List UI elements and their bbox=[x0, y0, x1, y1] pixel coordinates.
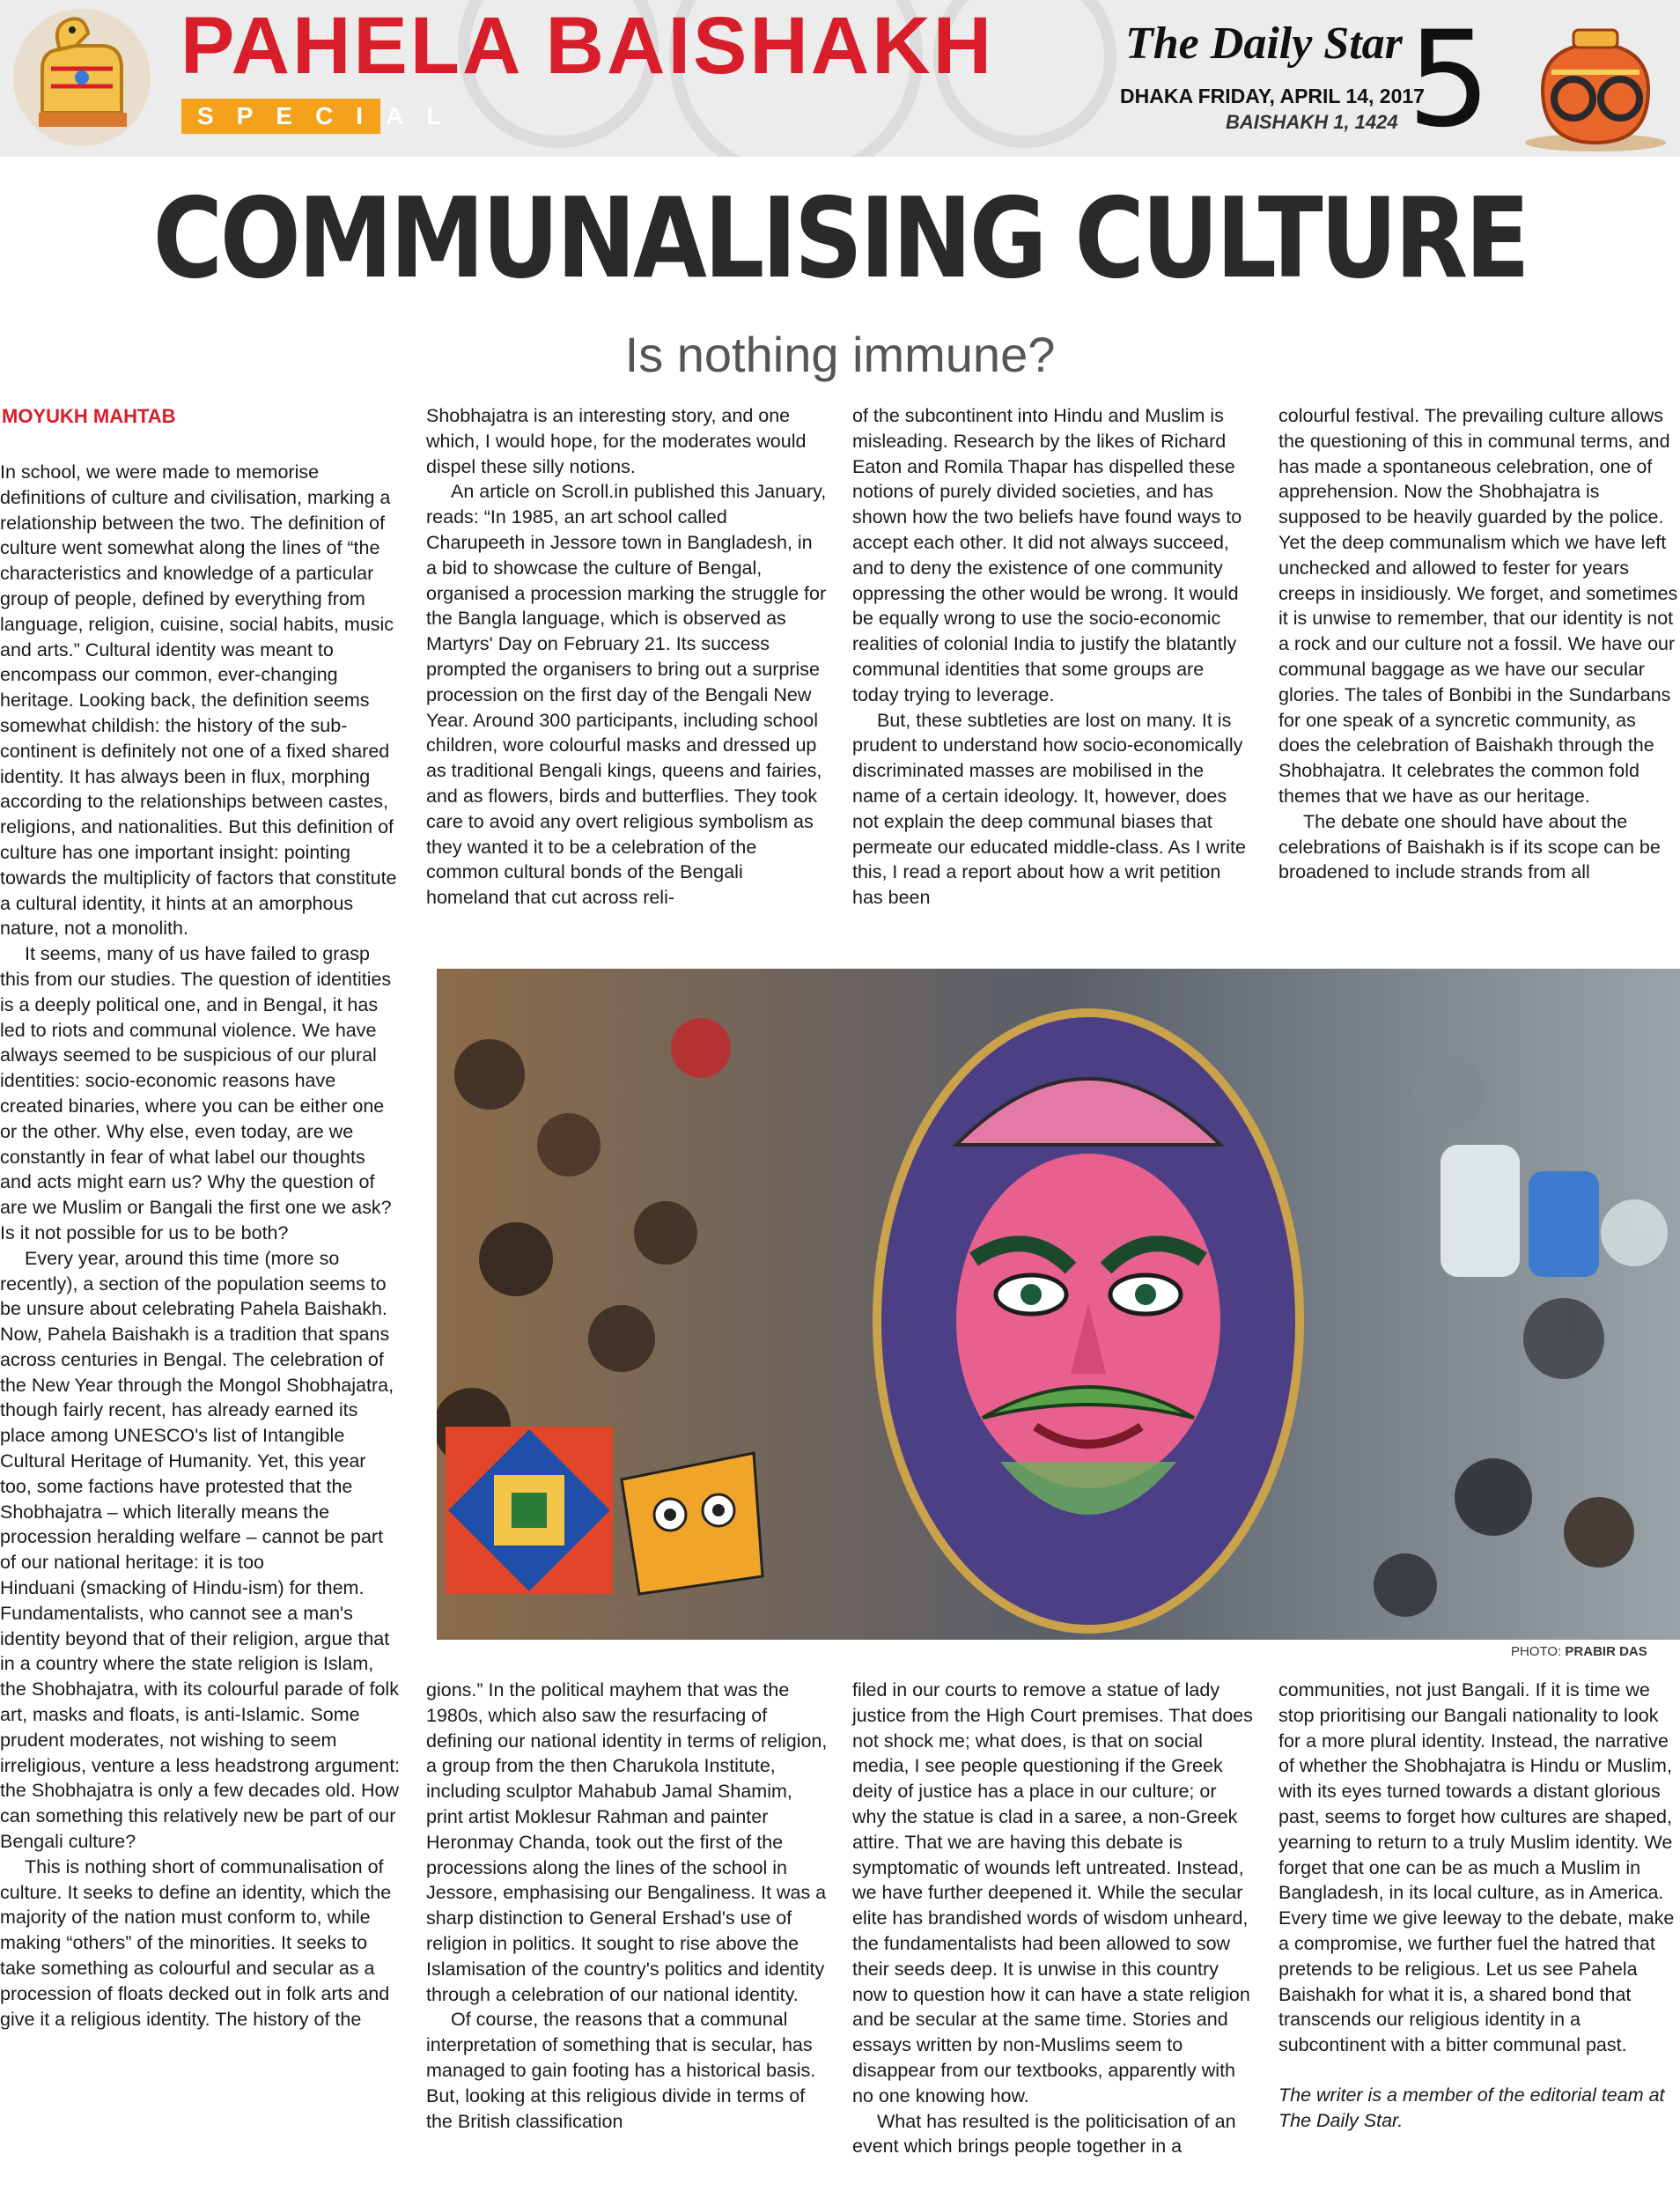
column-3-top bbox=[852, 403, 1254, 911]
masthead bbox=[0, 0, 1680, 157]
paragraph: Every year, around this time (more so recently), a section of the population seems to be unsure about celebrating Pahela Baishakh. Now, Pahela Baishakh is a tradition that spans across centuries in Bengal. The celebration of the New Year through the Mongol Shobhajatra, though fairly recent, has already earned its place among UNESCO's list of Intangible Cultural Heritage of Humanity. Yet, this year too, some factions have protested that the Shobhajatra – which literally means the procession heralding welfare – cannot be part of our national heritage: it is too bbox=[0, 1247, 394, 1574]
bengali-date: BAISHAKH 1, 1424 bbox=[1226, 111, 1398, 133]
paragraph: Hinduani (smacking of Hindu-ism) for them. Fundamentalists, who cannot see a man's identity beyond that of their religion, argue that in a country where the state religion is Islam, the Shobhajatra, with its colourful parade of folk art, masks and floats, is anti-Islamic. Some prudent moderates, not wishing to seem irreligious, venture a less headstrong argument: the Shobhajatra is only a few decades old. How can something this relatively new be part of our Bengali culture? bbox=[0, 1577, 401, 1853]
special-tag: SPECIAL bbox=[181, 99, 380, 134]
paragraph: What has resulted is the politicisation of an event which brings people together in a bbox=[852, 2110, 1236, 2158]
horse-icon bbox=[7, 7, 157, 148]
column-4-bottom bbox=[1278, 1678, 1680, 2134]
photo-credit bbox=[1511, 1644, 1647, 1659]
column-2-bottom bbox=[426, 1678, 828, 2134]
column-1 bbox=[0, 460, 402, 2032]
page-number: 5 bbox=[1407, 4, 1492, 157]
paragraph: An article on Scroll.in published this January, reads: “In 1985, an art school called Charupeeth in Jessore town in Bangladesh, in a bid to showcase the culture of Bengal, organised a procession marking the struggle for the Bangla language, which is observed as Martyrs' Day on February 21. Its success prompted the organisers to bring out a surprise procession on the first day of the Bengali New Year. Around 300 participants, including school children, wore colourful masks and dressed up as traditional Bengali kings, queens and fairies, and as flowers, birds and butterflies. They took care to avoid any overt religious symbolism as they wanted it to be a celebration of the common cultural bonds of the Bengali homeland that cut across reli- bbox=[426, 481, 827, 909]
paragraph: It seems, many of us have failed to grasp this from our studies. The question of identities is a deeply political one, and in Bengal, it has led to riots and communal violence. We have always seemed to be suspicious of our plural identities: socio-economic reasons have created binaries, where you can be either one or the other. Why else, even today, are we constantly in fear of what label our thoughts and acts might earn us? Why the question of are we Muslim or Bangali the first one we ask? Is it not possible for us to be both? bbox=[0, 943, 392, 1243]
paragraph: But, these subtleties are lost on many. It is prudent to understand how socio-economically discriminated masses are mobilised in the name of a certain ideology. It, however, does not explain the deep communal biases that permeate our educated middle-class. As I write this, I read a report about how a writ petition has been bbox=[852, 709, 1246, 909]
column-2-top bbox=[426, 403, 828, 911]
newspaper-name: The Daily Star bbox=[1125, 18, 1403, 69]
author-note: The writer is a member of the editorial team at The Daily Star. bbox=[1278, 2084, 1665, 2131]
festival-photo bbox=[437, 969, 1680, 1640]
photo-credit-name: PRABIR DAS bbox=[1565, 1644, 1647, 1659]
photo-credit-label: PHOTO: bbox=[1511, 1644, 1562, 1659]
column-4-top bbox=[1278, 403, 1680, 885]
paragraph: of the subcontinent into Hindu and Muslim is misleading. Research by the likes of Richard Eaton and Romila Thapar has dispelled these notions of purely divided societies, and has shown how the two beliefs have found ways to accept each other. It did not always succeed, and to deny the existence of one community oppressing the other would be wrong. It would be equally wrong to use the socio-economic realities of colonial India to justify the blatantly communal identities that some groups are today trying to leverage. bbox=[852, 405, 1242, 705]
paragraph: gions.” In the political mayhem that was the 1980s, which also saw the resurfacing of defining our national identity in terms of religion, a group from the then Charukola Institute, including sculptor Mahabub Jamal Shamim, print artist Moklesur Rahman and painter Heronmay Chanda, took out the first of the processions along the lines of the school in Jessore, emphasising our Bengaliness. It was a sharp distinction to General Ershad's use of religion in politics. It sought to rise above the Islamisation of the country's politics and identity through a celebration of our national identity. bbox=[426, 1679, 828, 2005]
paragraph: filed in our courts to remove a statue of lady justice from the High Court premises. That does not shock me; what does, is that on social media, I see people questioning if the Greek deity of justice has a place in our culture; or why the statue is clad in a saree, a non-Greek attire. That we are having this debate is symptomatic of wounds left untreated. Instead, we have further deepened it. While the secular elite has brandished words of wisdom unheard, the fundamentalists had been allowed to sow their seeds deep. It is unwise in this country now to question how it can have a state religion and be secular at the same time. Stories and essays written by non-Muslims seem to disappear from our textbooks, apparently with no one knowing how. bbox=[852, 1679, 1253, 2106]
paragraph: In school, we were made to memorise definitions of culture and civilisation, marking a relationship between the two. The definition of culture went somewhat along the lines of “the characteristics and knowledge of a particular group of people, defined by everything from language, religion, cuisine, social habits, music and arts.” Cultural identity was meant to encompass our common, ever-changing heritage. Looking back, the definition seems somewhat childish: the history of the sub-continent is definitely not one of a fixed shared identity. It has always been in flux, morphing according to the relationships between castes, religions, and nationalities. But this definition of culture has one important insight: pointing towards the multiplicity of factors that constitute a cultural identity, it hints at an amorphous nature, not a monolith. bbox=[0, 461, 397, 940]
section-title: PAHELA BAISHAKH bbox=[181, 1, 995, 91]
dateline: DHAKA FRIDAY, APRIL 14, 2017 bbox=[1120, 85, 1425, 107]
paragraph: Shobhajatra is an interesting story, and one which, I would hope, for the moderates would dispel these silly notions. bbox=[426, 405, 807, 477]
pot-icon bbox=[1507, 11, 1675, 151]
column-3-bottom bbox=[852, 1678, 1254, 2159]
byline: MOYUKH MAHTAB bbox=[2, 405, 176, 427]
paragraph: Of course, the reasons that a communal interpretation of something that is secular, has managed to gain footing has a historical basis. But, looking at this religious divide in terms of the British classification bbox=[426, 2009, 816, 2132]
paragraph: communities, not just Bangali. If it is time we stop prioritising our Bangali nationality to look for a more plural identity. Instead, the narrative of whether the Shobhajatra is Hindu or Muslim, with its eyes turned towards a distant glorious past, seems to forget how cultures are shaped, yearning to return to a truly Muslim identity. We forget that one can be as much a Muslim in Bangladesh, in its local culture, as in America. Every time we give leeway to the debate, make a compromise, we further fuel the hatred that pretends to be religious. Let us see Pahela Baishakh for what it is, a shared bond that transcends our religious identity in a subcontinent with a bitter communal past. bbox=[1278, 1679, 1675, 2056]
paragraph: colourful festival. The prevailing culture allows the questioning of this in communal terms, and has made a spontaneous celebration, one of apprehension. Now the Shobhajatra is supposed to be heavily guarded by the police. Yet the deep communalism which we have left unchecked and allowed to fester for years creeps in insidiously. We forget, and sometimes it is unwise to remember, that our identity is not a rock and our culture not a fossil. We have our communal baggage as we have our secular glories. The tales of Bonbibi in the Sundarbans for one speak of a syncretic community, as does the celebration of Baishakh through the Shobhajatra. It celebrates the common fold themes that we have as our heritage. bbox=[1278, 405, 1678, 807]
headline: COMMUNALISING CULTURE bbox=[152, 173, 1528, 303]
paragraph: The debate one should have about the celebrations of Baishakh is if its scope can be broadened to include strands from all bbox=[1278, 810, 1661, 883]
subheadline: Is nothing immune? bbox=[624, 327, 1056, 382]
paragraph: This is nothing short of communalisation of culture. It seeks to define an identity, which the majority of the nation must conform to, while making “others” of the minorities. It seeks to take something as colourful and secular as a procession of floats decked out in folk arts and give it a religious identity. The history of the bbox=[0, 1855, 392, 2030]
